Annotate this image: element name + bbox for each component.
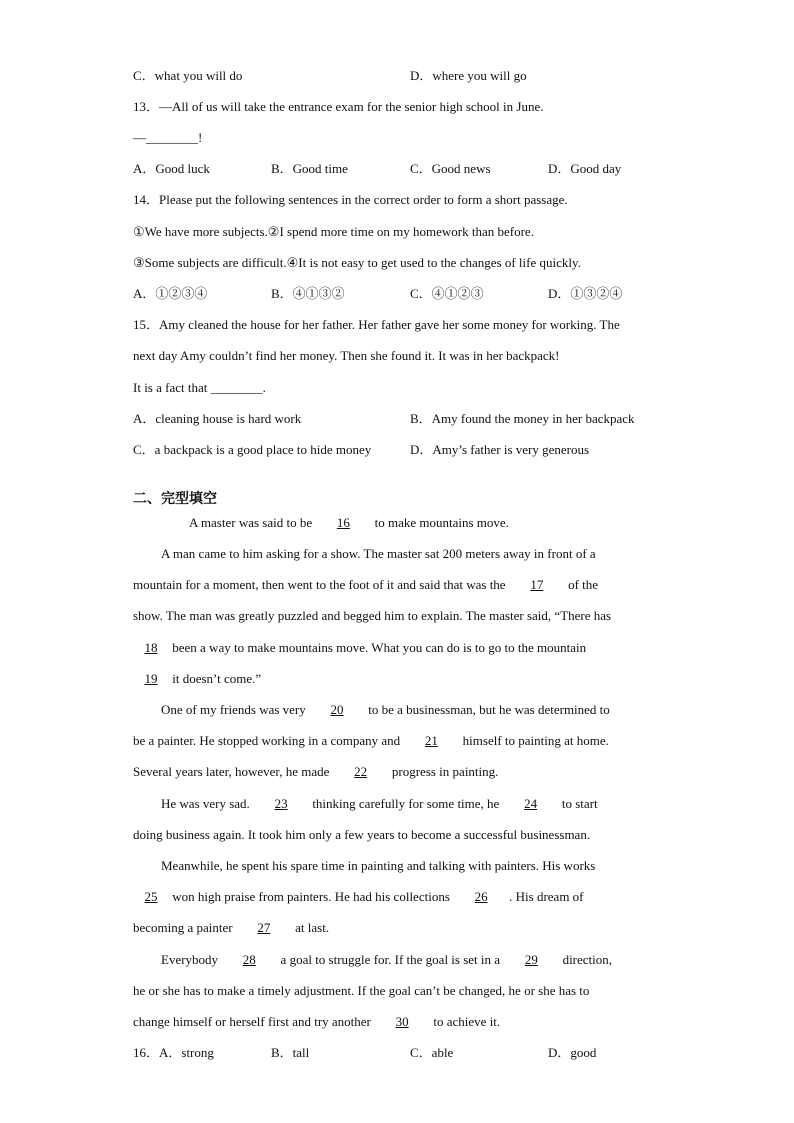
q14-sentences-1: ①We have more subjects.②I spend more time on my homework than before.: [133, 224, 534, 239]
q15-stem-line-2: next day Amy couldn’t find her money. Then she found it. It was in her backpack!: [133, 348, 560, 363]
passage-text: He was very sad.: [161, 796, 250, 811]
passage-text: to achieve it.: [433, 1014, 501, 1029]
q13-option-d: D．Good day: [548, 161, 622, 176]
passage-text: of the: [568, 577, 599, 592]
blank-26: 26: [474, 889, 488, 904]
q14-stem: 14．Please put the following sentences in the correct order to form a short passage.: [133, 192, 568, 207]
passage-text: A master was said to be: [189, 515, 313, 530]
passage-text: show. The man was greatly puzzled and begged him to explain. The master said, “There has: [133, 608, 612, 623]
q16-option-a: 16．A．strong: [133, 1045, 214, 1060]
passage-line-1: [189, 515, 509, 531]
blank-23: 23: [274, 796, 288, 811]
passage-line-5: [133, 640, 586, 656]
passage-line-9: [133, 764, 498, 780]
q14-option-a: A．①②③④: [133, 286, 208, 301]
passage-line-12: Meanwhile, he spent his spare time in painting and talking with painters. His works: [161, 858, 596, 873]
blank-29: 29: [524, 952, 538, 967]
passage-text: be a painter. He stopped working in a company and: [133, 733, 401, 748]
passage-text: to make mountains move.: [374, 515, 509, 530]
passage-text: thinking carefully for some time, he: [312, 796, 500, 811]
passage-line-2: A man came to him asking for a show. The master sat 200 meters away in front of a: [161, 546, 596, 561]
passage-line-4: [133, 608, 611, 624]
q16-option-c: C．able: [410, 1045, 454, 1060]
q14-sentences-2: ③Some subjects are difficult.④It is not easy to get used to the changes of life quickly.: [133, 255, 581, 270]
passage-text: it doesn’t come.”: [172, 671, 262, 686]
blank-28: 28: [242, 952, 256, 967]
passage-text: at last.: [295, 920, 330, 935]
passage-text: won high praise from painters. He had his collections: [172, 889, 450, 904]
passage-line-6: [133, 671, 261, 687]
passage-text: to start: [561, 796, 598, 811]
passage-text: himself to painting at home.: [462, 733, 609, 748]
q16-option-b: B．tall: [271, 1045, 310, 1060]
passage-text: becoming a painter: [133, 920, 233, 935]
q13-option-c: C．Good news: [410, 161, 491, 176]
passage-text: been a way to make mountains move. What you can do is to go to the mountain: [172, 640, 587, 655]
q16-option-d: D．good: [548, 1045, 597, 1060]
blank-25: 25: [144, 889, 158, 904]
passage-line-15: [161, 952, 612, 968]
q15-stem-line-1: 15．Amy cleaned the house for her father. Her father gave her some money for working. The: [133, 317, 620, 332]
passage-line-11: doing business again. It took him only a few years to become a successful businessman.: [133, 827, 591, 842]
q13-option-b: B．Good time: [271, 161, 348, 176]
blank-18: 18: [144, 640, 158, 655]
q15-option-b: B．Amy found the money in her backpack: [410, 411, 635, 426]
q15-option-a: A．cleaning house is hard work: [133, 411, 302, 426]
blank-22: 22: [354, 764, 368, 779]
q13-stem: 13．—All of us will take the entrance exam for the senior high school in June.: [133, 99, 544, 114]
q14-option-b: B．④①③②: [271, 286, 345, 301]
blank-20: 20: [330, 702, 344, 717]
q13-option-a: A．Good luck: [133, 161, 210, 176]
passage-text: mountain for a moment, then went to the foot of it and said that was the: [133, 577, 506, 592]
blank-24: 24: [524, 796, 538, 811]
passage-text: change himself or herself first and try another: [133, 1014, 371, 1029]
passage-line-16: he or she has to make a timely adjustment. If the goal can’t be changed, he or she has to: [133, 983, 590, 998]
passage-text: progress in painting.: [391, 764, 499, 779]
q14-option-c: C．④①②③: [410, 286, 484, 301]
blank-16: 16: [336, 515, 350, 530]
passage-text: direction,: [562, 952, 613, 967]
passage-text: . His dream of: [509, 889, 584, 904]
passage-text: One of my friends was very: [161, 702, 306, 717]
passage-text: Several years later, however, he made: [133, 764, 330, 779]
section-title: 二、完型填空: [133, 491, 217, 507]
q12-option-d: D．where you will go: [410, 68, 527, 83]
q15-stem-line-3: It is a fact that ________.: [133, 380, 266, 395]
passage-line-14: [133, 920, 329, 936]
passage-text: Everybody: [161, 952, 219, 967]
passage-text: to be a businessman, but he was determined to: [368, 702, 610, 717]
blank-19: 19: [144, 671, 158, 686]
blank-21: 21: [424, 733, 438, 748]
passage-line-8: [133, 733, 609, 749]
q15-option-c: C．a backpack is a good place to hide money: [133, 442, 372, 457]
q14-option-d: D．①③②④: [548, 286, 623, 301]
q15-option-d: D．Amy’s father is very generous: [410, 442, 590, 457]
blank-27: 27: [257, 920, 271, 935]
passage-text: a goal to struggle for. If the goal is set in a: [280, 952, 501, 967]
passage-line-10: [161, 796, 598, 812]
blank-30: 30: [395, 1014, 409, 1029]
blank-17: 17: [530, 577, 544, 592]
q12-option-c: C．what you will do: [133, 68, 243, 83]
passage-line-3: [133, 577, 598, 593]
passage-line-17: [133, 1014, 500, 1030]
q13-reply: —________!: [133, 130, 203, 145]
passage-line-7: [161, 702, 610, 718]
passage-line-13: [133, 889, 584, 905]
